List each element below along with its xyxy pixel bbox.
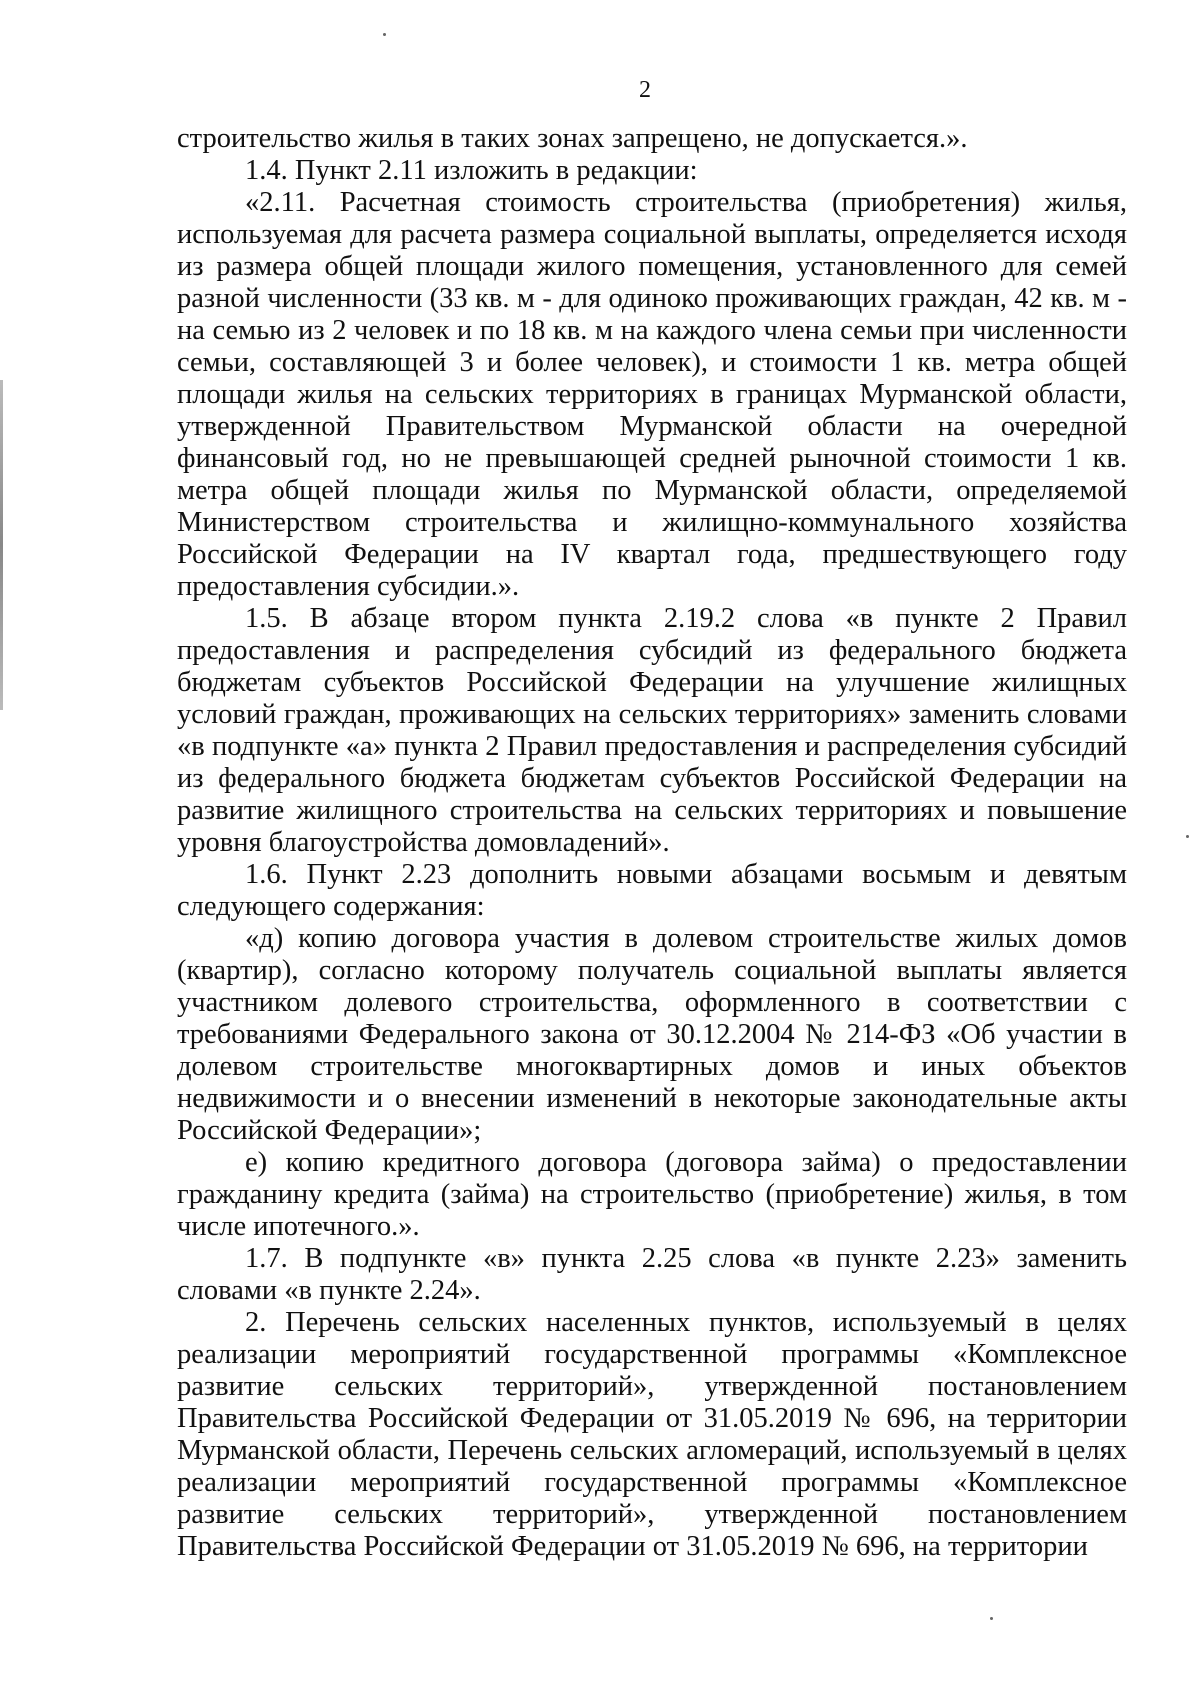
scan-speck <box>383 33 386 36</box>
paragraph-continuation: строительство жилья в таких зонах запрещено, не допускается.». <box>177 123 968 154</box>
scan-speck <box>1186 835 1189 838</box>
paragraph-2-11-text: «2.11. Расчетная стоимость строительства (приобретения) жилья, используемая для расчета размера социальной выплаты, определяется исходя из размера общей площади жилого помещения, установленного для семей разной численности (33 кв. м - для одиноко проживающих граждан, 42 кв. м - на семью из 2 человек и по 18 кв. м на каждого члена семьи при численности семьи, составляющей 3 и более человек), и стоимости 1 кв. метра общей площади жилья на сельских территориях в границах Мурманской области, утвержденной Правительством Мурманской области на очередной финансовый год, но не превышающей средней рыночной стоимости 1 кв. метра общей площади жилья по Мурманской области, определяемой Министерством строительства и жилищно-коммунального хозяйства Российской Федерации на IV квартал года, предшествующего году предоставления субсидии.». <box>177 187 1127 602</box>
paragraph-1-4: 1.4. Пункт 2.11 изложить в редакции: <box>245 155 698 186</box>
paragraph-1-6: 1.6. Пункт 2.23 дополнить новыми абзацами восьмым и девятым следующего содержания: <box>177 859 1127 922</box>
paragraph-1-5: 1.5. В абзаце втором пункта 2.19.2 слова «в пункте 2 Правил предоставления и распределения субсидий из федерального бюджета бюджетам субъектов Российской Федерации на улучшение жилищных условий граждан, проживающих на сельских территориях» заменить словами «в подпункте «а» пункта 2 Правил предоставления и распределения субсидий из федерального бюджета бюджетам субъектов Российской Федерации на развитие жилищного строительства на сельских территориях и повышение уровня благоустройства домовладений». <box>177 603 1127 858</box>
document-body <box>177 123 1127 1563</box>
paragraph-2: 2. Перечень сельских населенных пунктов, используемый в целях реализации мероприятий государственной программы «Комплексное развитие сельских территорий», утвержденной постановлением Правительства Российской Федерации от 31.05.2019 № 696, на территории Мурманской области, Перечень сельских агломераций, используемый в целях реализации мероприятий государственной программы «Комплексное развитие сельских территорий», утвержденной постановлением Правительства Российской Федерации от 31.05.2019 № 696, на территории <box>177 1307 1127 1562</box>
paragraph-item-d: «д) копию договора участия в долевом строительстве жилых домов (квартир), согласно которому получатель социальной выплаты является участником долевого строительства, оформленного в соответствии с требованиями Федерального закона от 30.12.2004 № 214-ФЗ «Об участии в долевом строительстве многоквартирных домов и иных объектов недвижимости и о внесении изменений в некоторые законодательные акты Российской Федерации»; <box>177 923 1127 1146</box>
paragraph-item-e: е) копию кредитного договора (договора займа) о предоставлении гражданину кредита (займа) на строительство (приобретение) жилья, в том числе ипотечного.». <box>177 1147 1127 1242</box>
scan-speck <box>990 1617 993 1620</box>
page-number: 2 <box>639 77 651 103</box>
paragraph-1-7: 1.7. В подпункте «в» пункта 2.25 слова «в пункте 2.23» заменить словами «в пункте 2.24». <box>177 1243 1127 1306</box>
scan-edge-mark <box>0 380 3 710</box>
